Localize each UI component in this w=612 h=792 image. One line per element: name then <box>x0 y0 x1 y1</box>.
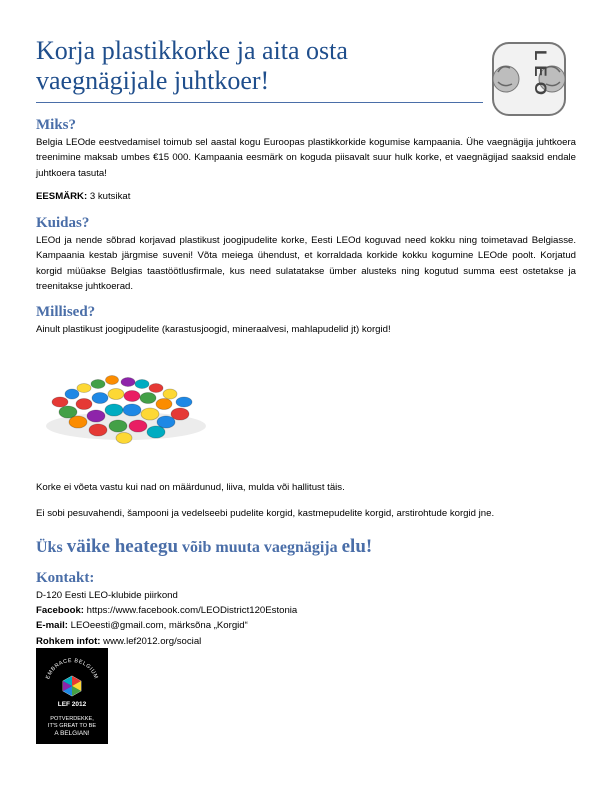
goal-label: EESMÄRK: <box>36 191 88 202</box>
title-divider <box>36 102 483 103</box>
section-heading-miks: Miks? <box>36 117 77 133</box>
section-text-kuidas: LEOd ja nende sõbrad korjavad plastikust joogipudelite korke, Eesti LEOd koguvad need kokku ning toimetavad Belgiasse. Kampaania kestab järgmise suveni! Võta meiega ühendust, et korraldada korkide kokku kogumine LEOde poolt. Korjatud korgid müüakse Belgias taastöötlusfirmale, kus need sulatatakse ümber alusteks ning kogutud summa eest ostetakse ja treenitakse juhtkoerad. <box>36 235 576 292</box>
email-link[interactable]: LEOeesti@gmail.com, märksõna „Korgid“ <box>68 620 248 632</box>
slogan-part3: võib muuta vaegnägija <box>178 539 342 556</box>
slogan-part2: väike heategu <box>66 536 179 557</box>
info-label: Rohkem infot: <box>36 635 101 647</box>
note-unsuitable-caps: Ei sobi pesuvahendi, šampooni ja vedelseebi pudelite korgid, kastmepudelite korgid, arstirohtude korgid jne. <box>36 508 495 519</box>
page-title: Korja plastikkorke ja aita osta vaegnägijale juhtkoer! <box>36 36 348 95</box>
email-label: E-mail: <box>36 620 68 632</box>
contact-facebook <box>36 603 297 618</box>
slogan <box>36 536 372 558</box>
badge-event: LEF 2012 <box>57 701 87 708</box>
slogan-part1: Üks <box>36 539 67 556</box>
badge-top-text: EMBRACE BELGIUM <box>45 657 99 681</box>
leo-logo-text: LEO <box>531 50 550 100</box>
section-heading-kuidas: Kuidas? <box>36 215 90 231</box>
goal-line <box>36 189 576 204</box>
bottle-caps-image <box>38 364 208 454</box>
slogan-part4: elu! <box>341 536 373 557</box>
section-heading-millised: Millised? <box>36 304 96 320</box>
section-text-millised: Ainult plastikust joogipudelite (karastusjoogid, mineraalvesi, mahlapudelid jt) korgid! <box>36 324 391 335</box>
contact-info <box>36 634 297 649</box>
badge-line2: IT'S GREAT TO BE <box>47 723 97 729</box>
note-dirty-caps: Korke ei võeta vastu kui nad on määrdunud, liiva, mulda või hallitust täis. <box>36 482 345 493</box>
contact-heading: Kontakt: <box>36 570 95 586</box>
contact-block <box>36 588 297 649</box>
badge-line3: A BELGIAN! <box>54 730 90 737</box>
leo-logo <box>492 42 566 116</box>
section-text-miks: Belgia LEOde eestvedamisel toimub sel aastal kogu Euroopas plastikkorkide kogumise kampaania. Ühe vaegnägija juhtkoera treenimine maksab umbes €15 000. Kampaania eesmärk on koguda piisavalt suur hulk korke, et vaegnägijad saaksid endale juhtkoera tasuta! <box>36 137 576 179</box>
facebook-link[interactable]: https://www.facebook.com/LEODistrict120Estonia <box>83 605 298 617</box>
goal-value: 3 kutsikat <box>87 191 131 202</box>
embrace-belgium-badge <box>36 648 108 744</box>
contact-email <box>36 618 297 633</box>
badge-line1: POTVERDEKKE, <box>50 716 94 722</box>
info-link[interactable]: www.lef2012.org/social <box>100 635 202 647</box>
contact-district: D-120 Eesti LEO-klubide piirkond <box>36 590 178 601</box>
facebook-label: Facebook: <box>36 605 84 617</box>
